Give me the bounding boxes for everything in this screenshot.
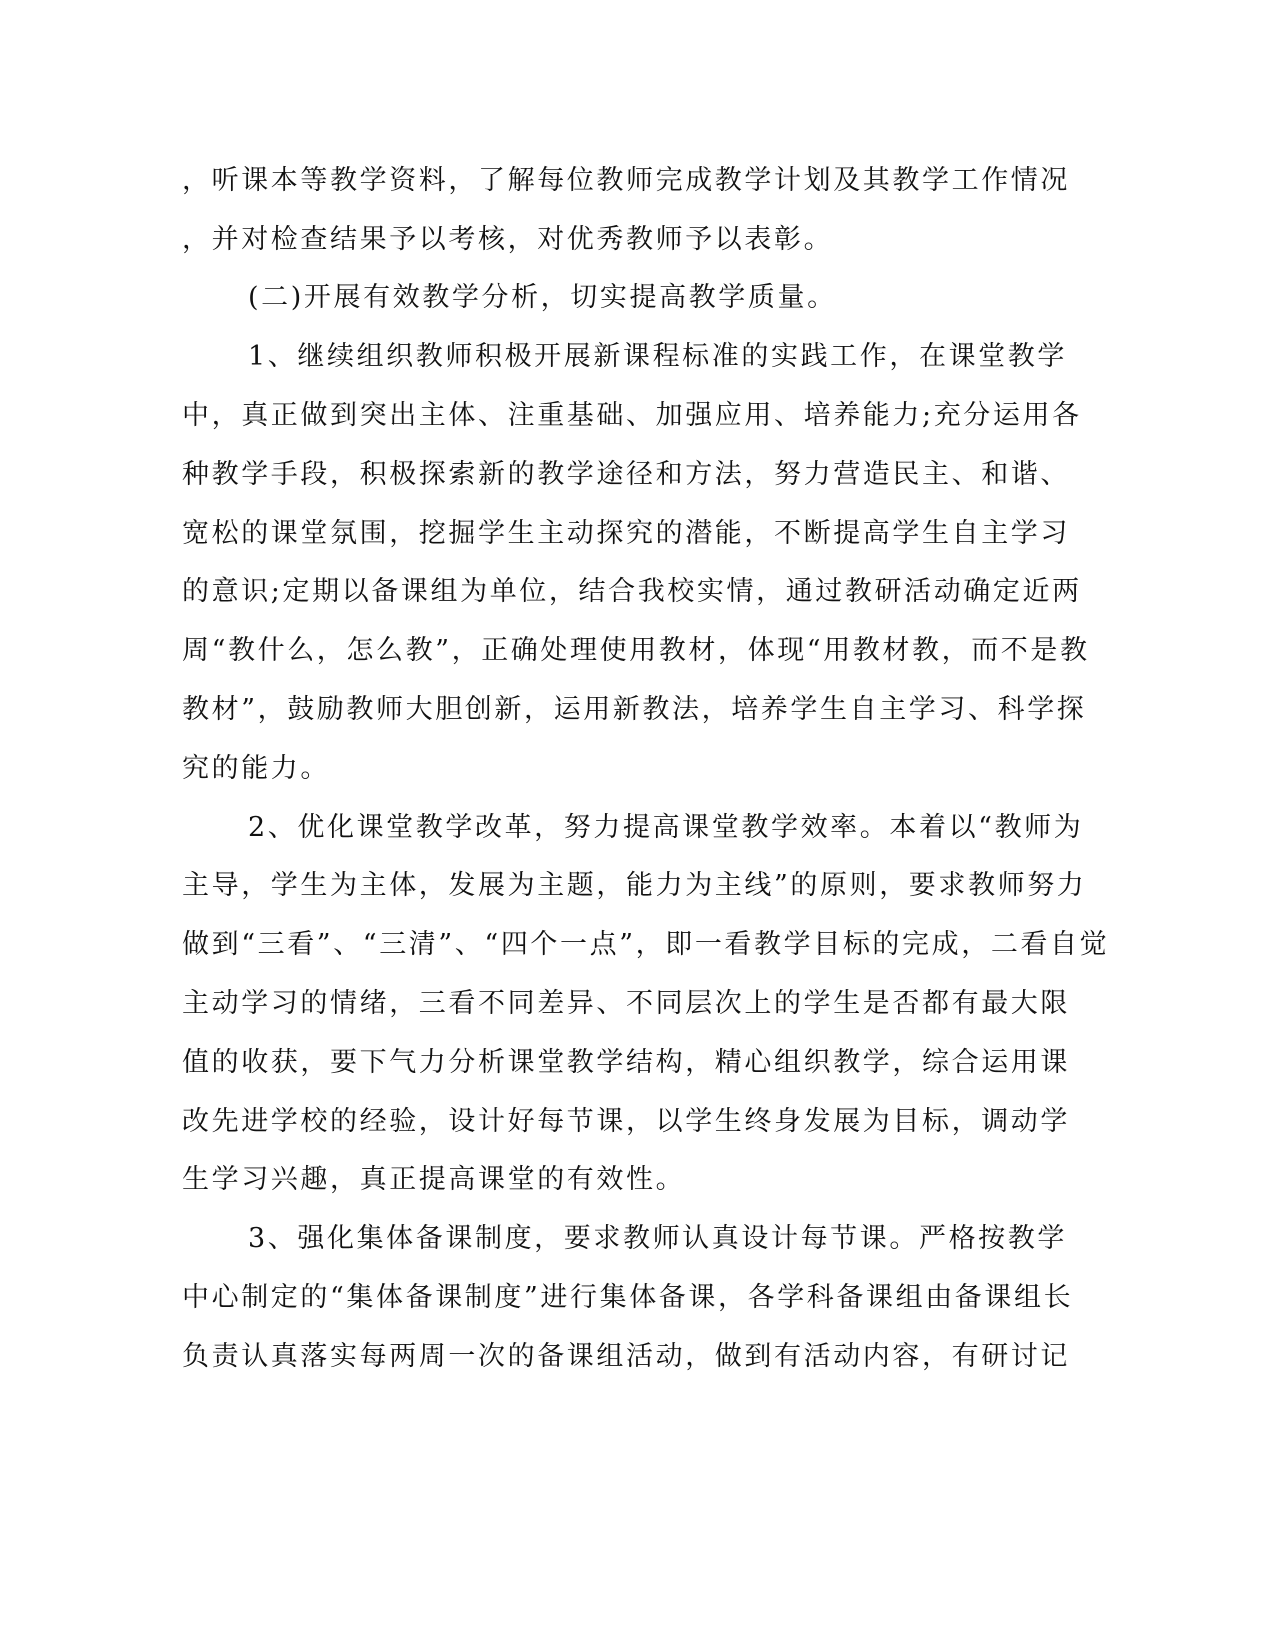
text-line: 中心制定的“集体备课制度”进行集体备课，各学科备课组由备课组长: [182, 1282, 1074, 1313]
text-line: 做到“三看”、“三清”、“四个一点”，即一看教学目标的完成，二看自觉: [182, 929, 1110, 960]
text-line: 1、继续组织教师积极开展新课程标准的实践工作，在课堂教学: [248, 341, 1067, 372]
text-line: 究的能力。: [182, 753, 330, 784]
text-line: 生学习兴趣，真正提高课堂的有效性。: [182, 1164, 686, 1195]
text-line: ，并对检查结果予以考核，对优秀教师予以表彰。: [182, 224, 834, 255]
text-line: 中，真正做到突出主体、注重基础、加强应用、培养能力;充分运用各: [182, 400, 1082, 431]
text-line: 宽松的课堂氛围，挖掘学生主动探究的潜能，不断提高学生自主学习: [182, 518, 1070, 549]
text-line: 2、优化课堂教学改革，努力提高课堂教学效率。本着以“教师为: [248, 812, 1084, 843]
section-heading: (二)开展有效教学分析，切实提高教学质量。: [248, 282, 837, 313]
text-line: 主导，学生为主体，发展为主题，能力为主线”的原则，要求教师努力: [182, 870, 1087, 901]
text-line: 负责认真落实每两周一次的备课组活动，做到有活动内容，有研讨记: [182, 1341, 1070, 1372]
text-line: 种教学手段，积极探索新的教学途径和方法，努力营造民主、和谐、: [182, 459, 1070, 490]
text-line: 教材”，鼓励教师大胆创新，运用新教法，培养学生自主学习、科学探: [182, 694, 1087, 725]
text-line: 3、强化集体备课制度，要求教师认真设计每节课。严格按教学: [248, 1223, 1067, 1254]
text-line: 周“教什么，怎么教”，正确处理使用教材，体现“用教材教，而不是教: [182, 635, 1090, 666]
text-line: 改先进学校的经验，设计好每节课，以学生终身发展为目标，调动学: [182, 1106, 1070, 1137]
text-line: ，听课本等教学资料，了解每位教师完成教学计划及其教学工作情况: [182, 165, 1070, 196]
text-line: 的意识;定期以备课组为单位，结合我校实情，通过教研活动确定近两: [182, 576, 1082, 607]
text-line: 主动学习的情绪，三看不同差异、不同层次上的学生是否都有最大限: [182, 988, 1070, 1019]
text-line: 值的收获，要下气力分析课堂教学结构，精心组织教学，综合运用课: [182, 1047, 1070, 1078]
